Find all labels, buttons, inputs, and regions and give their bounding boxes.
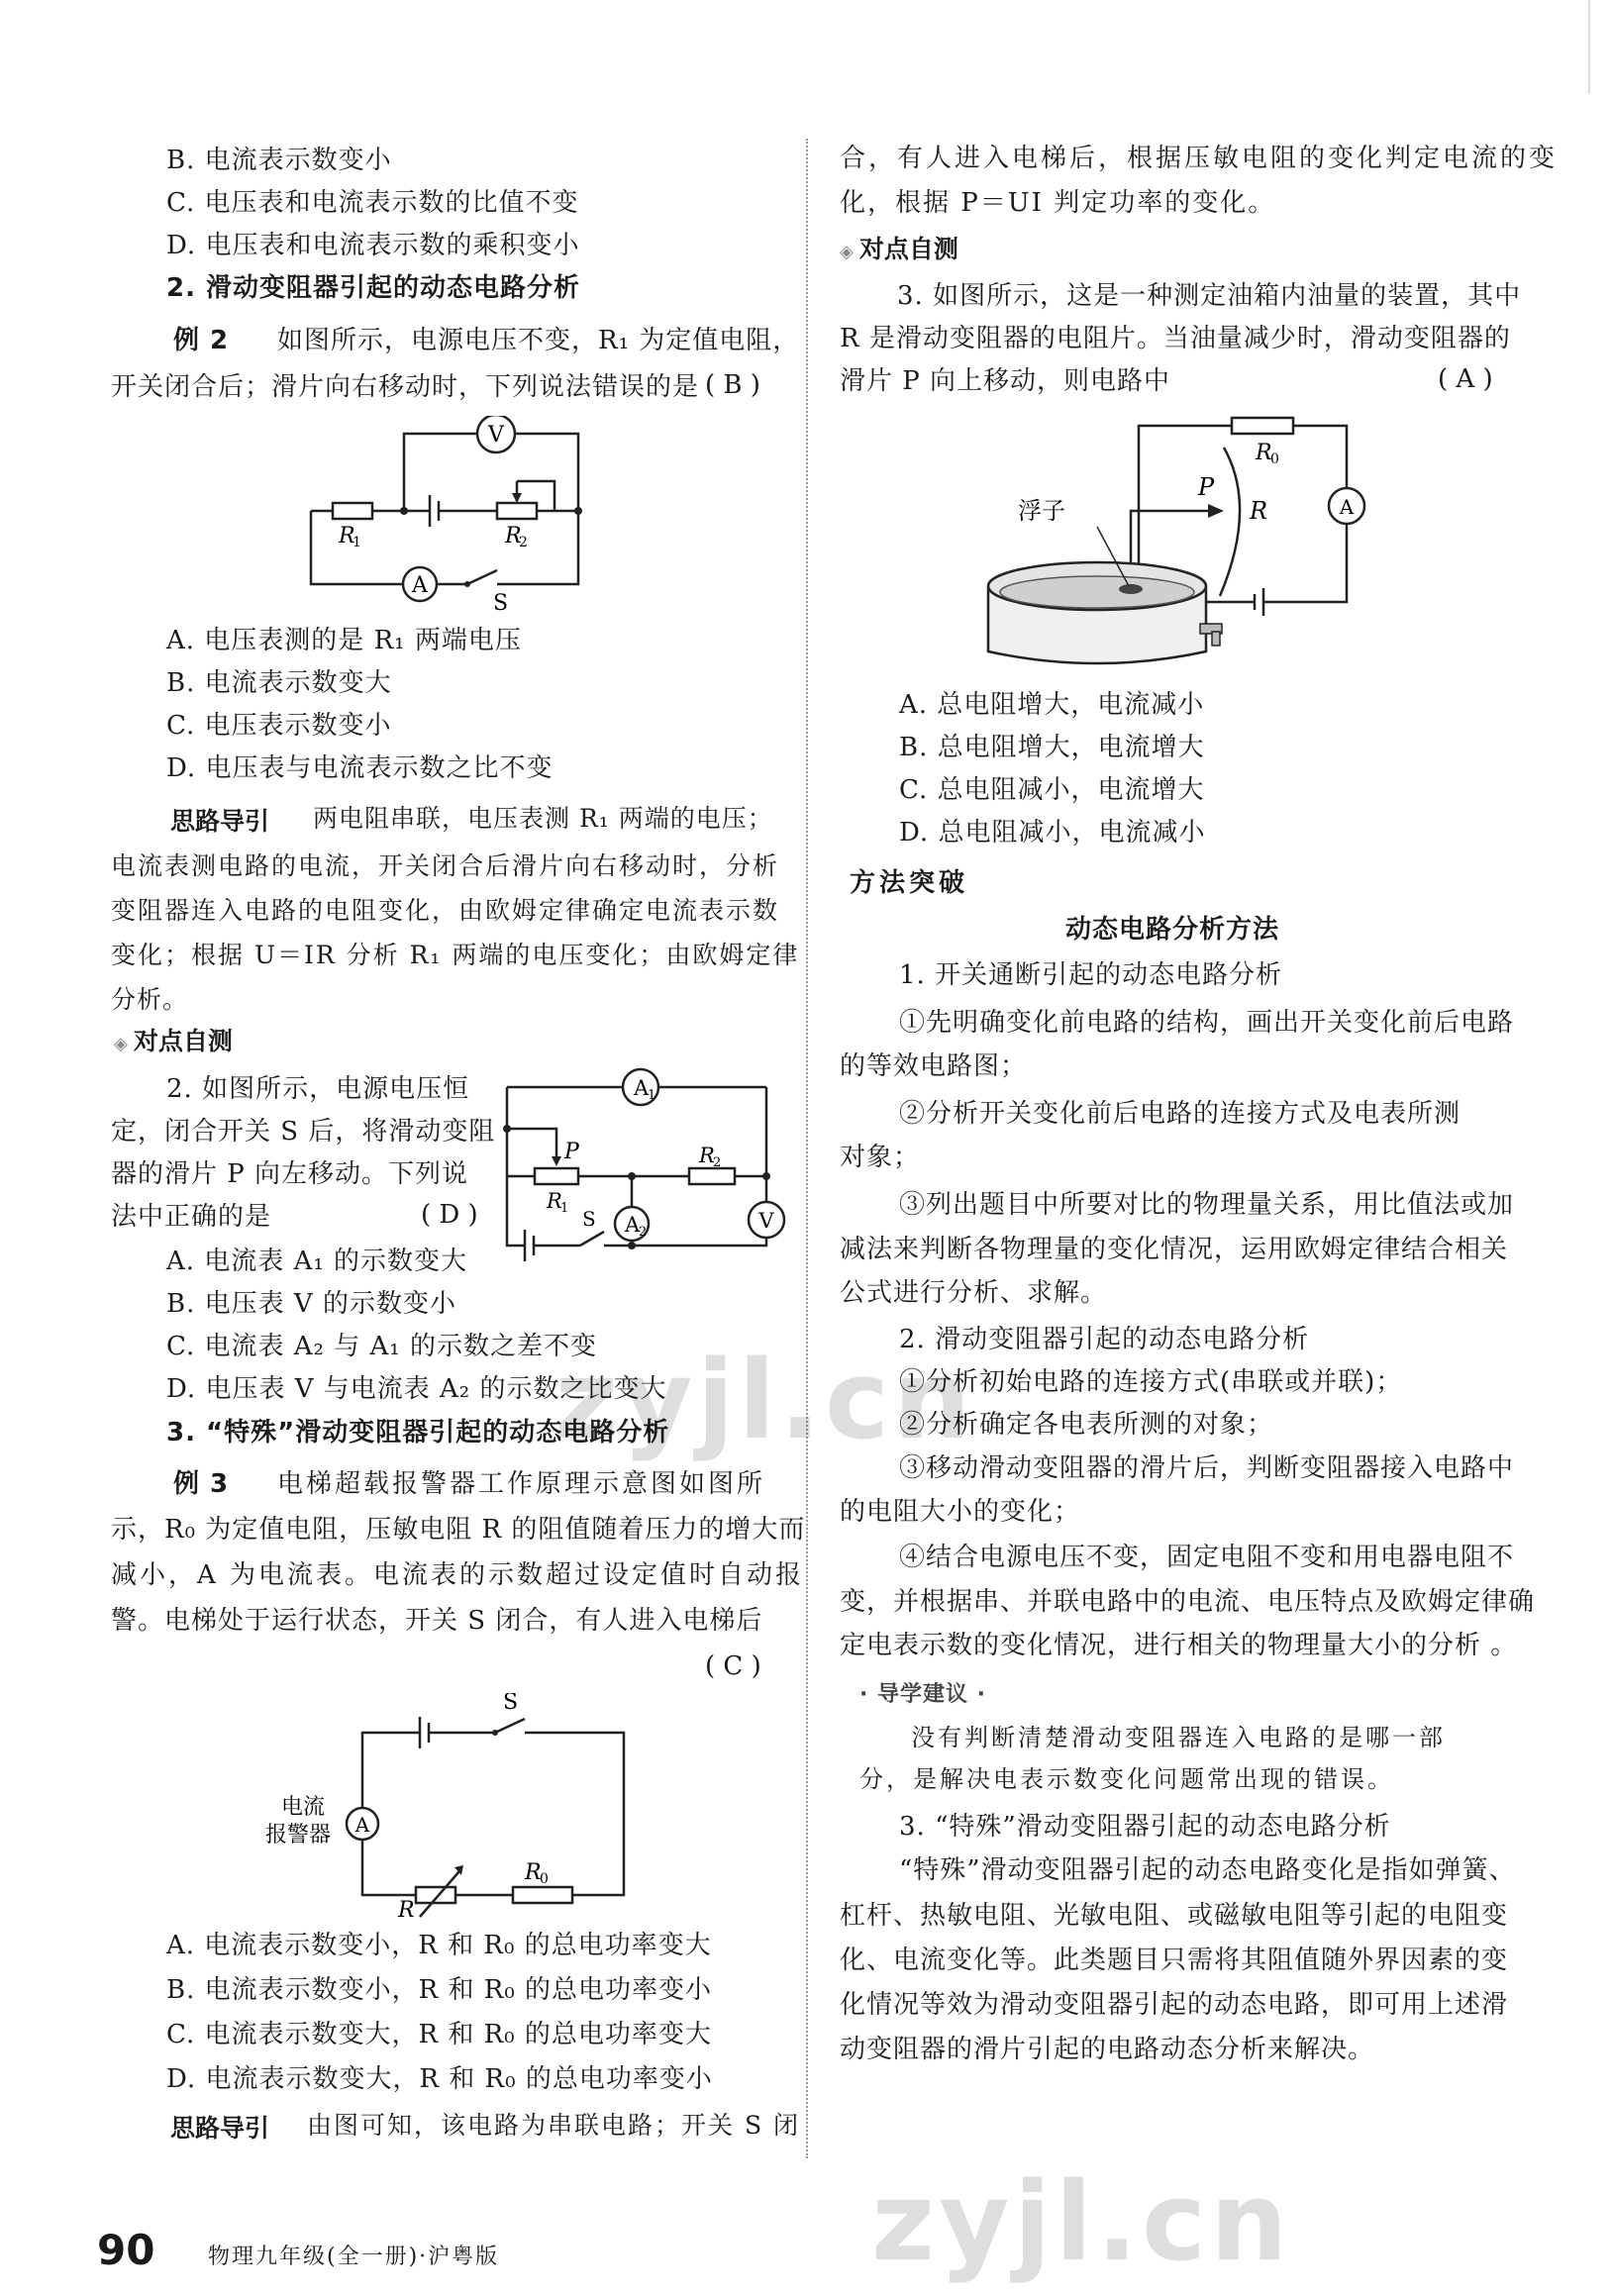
section-3-title: 3. “特殊”滑动变阻器引起的动态电路分析	[166, 1418, 670, 1447]
hint-2-line-5: 分析。	[111, 985, 189, 1014]
method-3-line-6: 动变阻器的滑片引起的电路动态分析来解决。	[840, 2035, 1375, 2064]
q3-oil-gauge-diagram	[970, 408, 1386, 665]
example-3-option-a: A. 电流表示数变小，R 和 R₀ 的总电功率变大	[166, 1931, 712, 1960]
hint-2-label: 思路导引	[170, 807, 270, 836]
q2-answer: ( D )	[421, 1200, 478, 1230]
diamond-icon: ◈	[114, 1034, 128, 1054]
q2-option-d: D. 电压表 V 与电流表 A₂ 的示数之比变大	[166, 1374, 667, 1404]
method-2-line-1: 2. 滑动变阻器引起的动态电路分析	[899, 1325, 1310, 1354]
q2-circuit-diagram	[495, 1067, 792, 1265]
q3-option-a: A. 总电阻增大，电流减小	[899, 690, 1205, 720]
method-3-line-3: 杠杆、热敏电阻、光敏电阻、或磁敏电阻等引起的电阻变	[840, 1901, 1509, 1931]
ex3-r0-label: R	[525, 1860, 542, 1885]
example-3-option-b: B. 电流表示数变小，R 和 R₀ 的总电功率变小	[166, 1975, 713, 2005]
method-1-line-6: ③列出题目中所要对比的物理量关系，用比值法或加	[899, 1190, 1515, 1220]
q3-r0-sub: 0	[1270, 451, 1279, 467]
q2-voltmeter-label: V	[758, 1209, 774, 1233]
diamond-icon: ◈	[840, 242, 854, 262]
ex3-switch-label: S	[503, 1693, 519, 1715]
hint-2-line-3: 变阻器连入电路的电阻变化，由欧姆定律确定电流表示数	[111, 896, 780, 925]
example-3-line-4: 警。电梯处于运行状态，开关 S 闭合，有人进入电梯后	[111, 1606, 763, 1636]
guide-label: · 导学建议 ·	[859, 1682, 987, 1707]
method-2-line-2: ①分析初始电路的连接方式(串联或并联)；	[899, 1367, 1403, 1397]
selftest-label-right: ◈ 对点自测	[840, 235, 958, 263]
q2-a1-sub: 1	[648, 1088, 656, 1103]
method-1-line-4: ②分析开关变化前后电路的连接方式及电表所测	[899, 1099, 1461, 1129]
example-3-line-1: 电梯超载报警器工作原理示意图如图所	[277, 1469, 766, 1499]
ex2-r1-sub: 1	[353, 535, 361, 550]
q2-line-1: 2. 如图所示，电源电压恒	[166, 1074, 470, 1104]
q1-option-d: D. 电压表和电流表示数的乘积变小	[166, 231, 580, 260]
q3-float-label: 浮子	[1018, 497, 1065, 525]
continued-line-1: 合，有人进入电梯后，根据压敏电阻的变化判定电流的变	[840, 144, 1559, 173]
q1-option-c: C. 电压表和电流表示数的比值不变	[166, 188, 579, 218]
page-edge-mark	[1588, 0, 1612, 94]
method-3-line-5: 化情况等效为滑动变阻器引起的动态电路，即可用上述滑	[840, 1990, 1509, 2020]
q2-a2-label: A	[625, 1213, 641, 1237]
q3-option-d: D. 总电阻减小，电流减小	[899, 818, 1206, 848]
method-2-line-5: 的电阻大小的变化；	[840, 1497, 1081, 1527]
ex2-voltmeter-label: V	[488, 423, 504, 448]
ex3-alarm-label-1: 电流	[281, 1795, 326, 1820]
example-2-option-a: A. 电压表测的是 R₁ 两端电压	[166, 626, 522, 655]
example-3-label: 例 3	[173, 1469, 230, 1499]
ex2-r1-label: R	[339, 524, 355, 549]
hint-2-line-1: 两电阻串联，电压表测 R₁ 两端的电压；	[313, 804, 773, 833]
section-2-title: 2. 滑动变阻器引起的动态电路分析	[166, 273, 581, 303]
ex2-switch-label: S	[493, 591, 509, 614]
q3-r0-label: R	[1256, 441, 1272, 465]
q1-option-b: B. 电流表示数变小	[166, 146, 392, 175]
page-number: 90	[97, 2226, 155, 2274]
example-3-option-d: D. 电流表示数变大，R 和 R₀ 的总电功率变小	[166, 2064, 713, 2094]
q3-option-c: C. 总电阻减小，电流增大	[899, 775, 1205, 805]
example-3-circuit-diagram	[257, 1693, 654, 1921]
q2-r2-label: R	[699, 1144, 715, 1167]
q2-a1-label: A	[634, 1076, 650, 1100]
ex2-r2-label: R	[505, 524, 522, 549]
guide-line-2: 分，是解决电表示数变化问题常出现的错误。	[859, 1765, 1394, 1793]
q3-line-2: R 是滑动变阻器的电阻片。当油量减少时，滑动变阻器的	[840, 324, 1511, 353]
ex3-r-label: R	[398, 1898, 415, 1921]
method-label: 方法突破	[850, 868, 969, 898]
q3-ammeter-label: A	[1339, 495, 1355, 519]
method-3-line-1: 3. “特殊”滑动变阻器引起的动态电路分析	[899, 1812, 1391, 1842]
method-2-line-3: ②分析确定各电表所测的对象；	[899, 1410, 1274, 1440]
q2-p-label: P	[564, 1140, 579, 1164]
q2-r1-sub: 1	[560, 1201, 569, 1216]
column-divider	[806, 139, 808, 2158]
example-2-line-1: 如图所示，电源电压不变，R₁ 为定值电阻，	[277, 326, 800, 355]
method-1-line-5: 对象；	[840, 1143, 921, 1172]
q3-line-1: 3. 如图所示，这是一种测定油箱内油量的装置，其中	[897, 281, 1522, 311]
example-2-option-c: C. 电压表示数变小	[166, 711, 392, 741]
method-2-line-6: ④结合电源电压不变，固定电阻不变和用电器电阻不	[899, 1543, 1515, 1572]
example-2-circuit-diagram	[297, 416, 594, 614]
example-2-answer: ( B )	[705, 370, 760, 400]
method-3-line-4: 化、电流变化等。此类题目只需将其阻值随外界因素的变	[840, 1946, 1509, 1975]
guide-line-1: 没有判断清楚滑动变阻器连入电路的是哪一部	[911, 1724, 1446, 1751]
method-1-line-8: 公式进行分析、求解。	[840, 1278, 1108, 1308]
selftest-label-left: ◈ 对点自测	[114, 1027, 233, 1055]
method-1-line-2: ①先明确变化前电路的结构，画出开关变化前后电路	[899, 1008, 1515, 1038]
example-3-line-2: 示，R₀ 为定值电阻，压敏电阻 R 的阻值随着压力的增大而	[111, 1515, 806, 1545]
example-2-line-2: 开关闭合后；滑片向右移动时，下列说法错误的是	[111, 372, 700, 402]
q2-option-a: A. 电流表 A₁ 的示数变大	[166, 1247, 468, 1276]
example-2-option-b: B. 电流表示数变大	[166, 668, 392, 698]
q2-switch-label: S	[582, 1207, 596, 1231]
method-title: 动态电路分析方法	[1065, 915, 1280, 945]
q3-option-b: B. 总电阻增大，电流增大	[899, 733, 1205, 762]
method-1-line-3: 的等效电路图；	[840, 1051, 1028, 1081]
q3-p-label: P	[1198, 473, 1215, 501]
method-2-line-8: 定电表示数的变化情况，进行相关的物理量大小的分析 。	[840, 1631, 1518, 1660]
watermark-middle: zyjl.cn	[554, 1337, 975, 1463]
ex3-alarm-label-2: 报警器	[265, 1823, 332, 1847]
method-2-line-4: ③移动滑动变阻器的滑片后，判断变阻器接入电路中	[899, 1453, 1515, 1483]
q2-line-4: 法中正确的是	[111, 1202, 272, 1232]
q2-line-3: 器的滑片 P 向左移动。下列说	[111, 1159, 469, 1189]
example-3-answer: ( C )	[705, 1651, 761, 1681]
float-icon	[1119, 584, 1143, 594]
example-3-option-c: C. 电流表示数变大，R 和 R₀ 的总电功率变大	[166, 2020, 712, 2049]
hint-3-label: 思路导引	[170, 2114, 270, 2143]
q3-line-3: 滑片 P 向上移动，则电路中	[840, 366, 1171, 396]
ex2-ammeter-label: A	[412, 573, 428, 598]
hint-3-text: 由图可知，该电路为串联电路；开关 S 闭	[307, 2111, 801, 2140]
ex3-ammeter-label: A	[354, 1813, 370, 1837]
method-3-line-2: “特殊”滑动变阻器引起的动态电路变化是指如弹簧、	[899, 1855, 1516, 1885]
q2-option-c: C. 电流表 A₂ 与 A₁ 的示数之差不变	[166, 1332, 597, 1361]
method-1-line-1: 1. 开关通断引起的动态电路分析	[899, 960, 1283, 990]
q2-a2-sub: 2	[639, 1225, 648, 1240]
ex2-r2-sub: 2	[519, 535, 528, 550]
hint-2-line-4: 变化；根据 U＝IR 分析 R₁ 两端的电压变化；由欧姆定律	[111, 941, 800, 969]
example-2-option-d: D. 电压表与电流表示数之比不变	[166, 753, 554, 783]
hint-2-line-2: 电流表测电路的电流，开关闭合后滑片向右移动时，分析	[111, 851, 780, 880]
q2-r2-sub: 2	[713, 1155, 722, 1170]
watermark-bottom: zyjl.cn	[871, 2158, 1292, 2285]
continued-line-2: 化，根据 P＝UI 判定功率的变化。	[840, 188, 1276, 218]
q2-option-b: B. 电压表 V 的示数变小	[166, 1289, 456, 1319]
q3-answer: ( A )	[1438, 364, 1493, 394]
ex3-r0-sub: 0	[540, 1871, 549, 1887]
q2-r1-label: R	[547, 1189, 562, 1213]
method-2-line-7: 变，并根据串、并联电路中的电流、电压特点及欧姆定律确	[840, 1587, 1536, 1617]
example-2-label: 例 2	[173, 326, 230, 355]
q2-line-2: 定，闭合开关 S 后，将滑动变阻	[111, 1117, 496, 1147]
method-1-line-7: 减法来判断各物理量的变化情况，运用欧姆定律结合相关	[840, 1235, 1509, 1264]
q3-r-label: R	[1250, 497, 1268, 525]
book-title-footer: 物理九年级(全一册)·沪粤版	[208, 2245, 500, 2269]
example-3-line-3: 减小，A 为电流表。电流表的示数超过设定值时自动报	[111, 1560, 805, 1590]
